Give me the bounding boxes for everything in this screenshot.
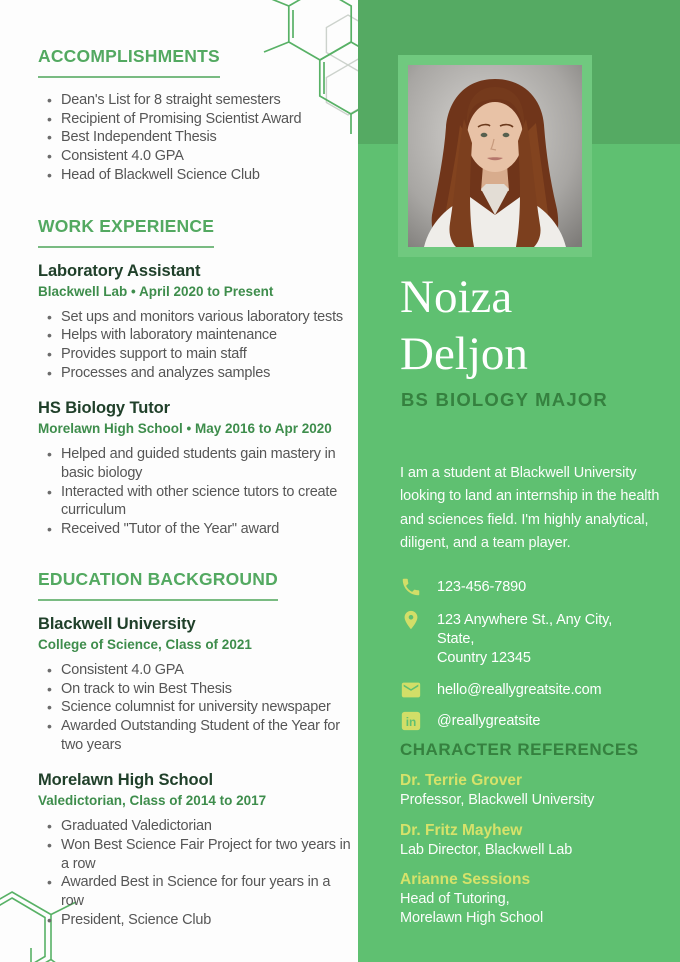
job-duties-list — [38, 445, 354, 539]
list-item: • Head of Blackwell Science Club — [47, 166, 354, 185]
list-item: • Awarded Best in Science for four years in a row — [47, 873, 354, 910]
person-last-name: Deljon — [400, 328, 528, 380]
linkedin-handle: @reallygreatsite — [437, 713, 541, 729]
job-duties-list — [38, 308, 354, 383]
list-item: • Science columnist for university newspaper — [47, 698, 354, 717]
list-item: • President, Science Club — [47, 911, 354, 930]
job-subtitle: Blackwell Lab • April 2020 to Present — [38, 283, 274, 299]
reference-role: Head of Tutoring, — [400, 891, 510, 907]
list-item: • Consistent 4.0 GPA — [47, 661, 354, 680]
degree-title: BS BIOLOGY MAJOR — [401, 389, 608, 410]
contact-row-linkedin[interactable] — [400, 710, 650, 732]
list-item: • Consistent 4.0 GPA — [47, 147, 354, 166]
person-first-name: Noiza — [400, 271, 513, 323]
list-item: • Won Best Science Fair Project for two years in a row — [47, 836, 354, 873]
section-work-experience — [38, 216, 354, 539]
school-subtitle: Valedictorian, Class of 2014 to 2017 — [38, 793, 267, 809]
portrait-illustration — [408, 65, 582, 247]
section-education — [38, 569, 354, 930]
list-item: • Interacted with other science tutors to create curriculum — [47, 483, 354, 520]
reference-entry — [400, 821, 660, 860]
contact-row-email[interactable] — [400, 679, 650, 701]
list-item: • Recipient of Promising Scientist Award — [47, 110, 354, 129]
education-entry-morelawn-high-school — [38, 771, 354, 929]
linkedin-icon — [400, 710, 422, 732]
email-icon — [400, 679, 422, 701]
address-line: Country 12345 — [437, 650, 531, 666]
sidebar — [358, 0, 680, 962]
list-item: • Helped and guided students gain mastery in basic biology — [47, 445, 354, 482]
education-entry-blackwell-university — [38, 615, 354, 755]
profile-photo — [398, 55, 592, 257]
address — [437, 609, 650, 668]
reference-name: Arianne Sessions — [400, 871, 531, 888]
contact-row-phone[interactable] — [400, 576, 650, 598]
address-line: 123 Anywhere St., Any City, State, — [437, 612, 613, 647]
work-entry-laboratory-assistant — [38, 262, 354, 383]
work-experience-heading: WORK EXPERIENCE — [38, 216, 214, 248]
character-references-section — [400, 740, 660, 927]
school-title: Morelawn High School — [38, 771, 213, 790]
reference-role: Professor, Blackwell University — [400, 792, 595, 808]
list-item: • On track to win Best Thesis — [47, 680, 354, 699]
reference-name: Dr. Terrie Grover — [400, 772, 523, 789]
bio-paragraph: I am a student at Blackwell University looking to land an internship in the health and sciences field. I'm highly analytical, diligent, and a team player. — [400, 464, 660, 551]
accomplishments-list — [38, 91, 354, 185]
list-item: • Best Independent Thesis — [47, 128, 354, 147]
accomplishments-heading: ACCOMPLISHMENTS — [38, 46, 220, 78]
contact-section — [400, 576, 650, 743]
email-address: hello@reallygreatsite.com — [437, 682, 602, 698]
phone-number: 123-456-7890 — [437, 579, 527, 595]
list-item: • Awarded Outstanding Student of the Year for two years — [47, 717, 354, 754]
job-title: Laboratory Assistant — [38, 261, 201, 280]
job-subtitle: Morelawn High School • May 2016 to Apr 2020 — [38, 421, 332, 437]
reference-entry — [400, 870, 660, 927]
list-item: • Received "Tutor of the Year" award — [47, 520, 354, 539]
school-title: Blackwell University — [38, 614, 196, 633]
work-entry-hs-biology-tutor — [38, 399, 354, 539]
list-item: • Helps with laboratory maintenance — [47, 326, 354, 345]
school-subtitle: College of Science, Class of 2021 — [38, 636, 252, 652]
education-heading: EDUCATION BACKGROUND — [38, 569, 278, 601]
school-highlights-list — [38, 661, 354, 755]
list-item: • Set ups and monitors various laboratory tests — [47, 308, 354, 327]
contact-row-address[interactable] — [400, 609, 650, 668]
main-column — [38, 46, 354, 930]
character-references-heading: CHARACTER REFERENCES — [400, 740, 639, 759]
list-item: • Provides support to main staff — [47, 345, 354, 364]
reference-role: Morelawn High School — [400, 909, 544, 926]
location-icon — [400, 609, 422, 631]
person-name — [400, 269, 528, 383]
list-item: • Dean's List for 8 straight semesters — [47, 91, 354, 110]
reference-role: Lab Director, Blackwell Lab — [400, 841, 573, 858]
reference-name: Dr. Fritz Mayhew — [400, 821, 523, 839]
phone-icon — [400, 576, 422, 598]
section-accomplishments — [38, 46, 354, 185]
job-title: HS Biology Tutor — [38, 399, 170, 418]
svg-text:in: in — [405, 715, 417, 730]
school-highlights-list — [38, 817, 354, 929]
reference-entry — [400, 771, 660, 810]
list-item: • Processes and analyzes samples — [47, 364, 354, 383]
list-item: • Graduated Valedictorian — [47, 817, 354, 836]
